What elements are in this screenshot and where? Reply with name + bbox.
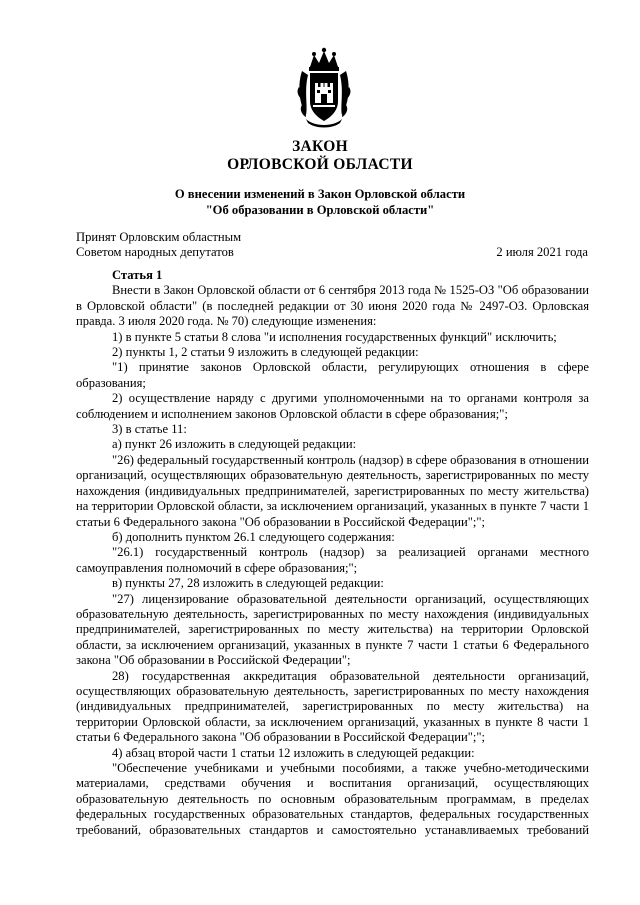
oryol-oblast-coat-of-arms-icon <box>296 47 352 129</box>
article-body <box>76 268 589 838</box>
adoption-date: 2 июля 2021 года <box>496 245 588 259</box>
adoption-line2: Советом народных депутатов <box>76 245 234 259</box>
paragraph: Внести в Закон Орловской области от 6 сентября 2013 года № 1525-ОЗ "Об образовании в Орловской области" (в последней редакции от 30 июня 2020 года № 2497-ОЗ. Орловская правда. 3 июля 2020 года. № 70) следующие изменения: <box>76 283 589 329</box>
paragraph: "27) лицензирование образовательной деятельности организаций, осуществляющих образовательную деятельность, зарегистрированных по месту нахождения (индивидуальных предпринимателей, зарегистрированных по месту жительства) на территории Орловской области, за исключением организаций, указанных в пункте 7 части 1 статьи 6 Федерального закона "Об образовании в Российской Федерации"; <box>76 591 589 668</box>
paragraph: 3) в статье 11: <box>112 422 187 437</box>
paragraph: 28) государственная аккредитация образовательной деятельности организаций, осуществляющих образовательную деятельность, зарегистрированных по месту нахождения (индивидуальных предпринимателей, зарегистрированных по месту жительства) на территории Орловской области, за исключением организаций, указанных в пункте 8 части 1 статьи 6 Федерального закона "Об образовании в Российской Федерации";"; <box>76 668 589 745</box>
adoption-line1: Принят Орловским областным <box>76 230 242 244</box>
paragraph: "26) федеральный государственный контроль (надзор) в сфере образования в отношении организаций, осуществляющих образовательную деятельность, зарегистрированных по месту нахождения (индивидуальных предпринимателей, зарегистрированных по месту жительства) на территории Орловской области, за исключением организаций, указанных в пункте 7 части 1 статьи 6 Федерального закона "Об образовании в Российской Федерации";"; <box>76 452 590 529</box>
paragraph: "Обеспечение учебниками и учебными пособиями, а также учебно-методическими материалами, средствами обучения и воспитания организаций, осуществляющих образовательную деятельность по основным образовательным программам, в пределах федеральных государственных образовательных стандартов, федеральных государственных требований, образовательных стандартов и самостоятельно устанавливаемых требований <box>76 761 589 837</box>
region-title: ОРЛОВСКОЙ ОБЛАСТИ <box>227 156 413 173</box>
law-subtitle-line1: О внесении изменений в Закон Орловской области <box>174 187 466 201</box>
paragraph: "26.1) государственный контроль (надзор) за реализацией органами местного самоуправления полномочий в сфере образования;"; <box>76 545 589 575</box>
paragraph: "1) принятие законов Орловской области, регулирующих отношения в сфере образования; <box>76 360 589 390</box>
paragraph: 2) осуществление наряду с другими уполномоченными на то органами контроля за соблюдением и исполнением законов Орловской области в сфере образования;"; <box>76 391 589 421</box>
law-title: ЗАКОН <box>292 138 348 155</box>
paragraph: 2) пункты 1, 2 статьи 9 изложить в следующей редакции: <box>112 345 419 360</box>
paragraph: б) дополнить пунктом 26.1 следующего содержания: <box>112 529 395 544</box>
article-heading: Статья 1 <box>112 268 163 282</box>
law-subtitle-line2: "Об образовании в Орловской области" <box>205 203 435 217</box>
paragraph: в) пункты 27, 28 изложить в следующей редакции: <box>112 576 384 591</box>
paragraph: а) пункт 26 изложить в следующей редакции: <box>112 437 357 452</box>
paragraph: 1) в пункте 5 статьи 8 слова "и исполнения государственных функций" исключить; <box>112 329 557 344</box>
paragraph: 4) абзац второй части 1 статьи 12 изложить в следующей редакции: <box>112 745 475 760</box>
